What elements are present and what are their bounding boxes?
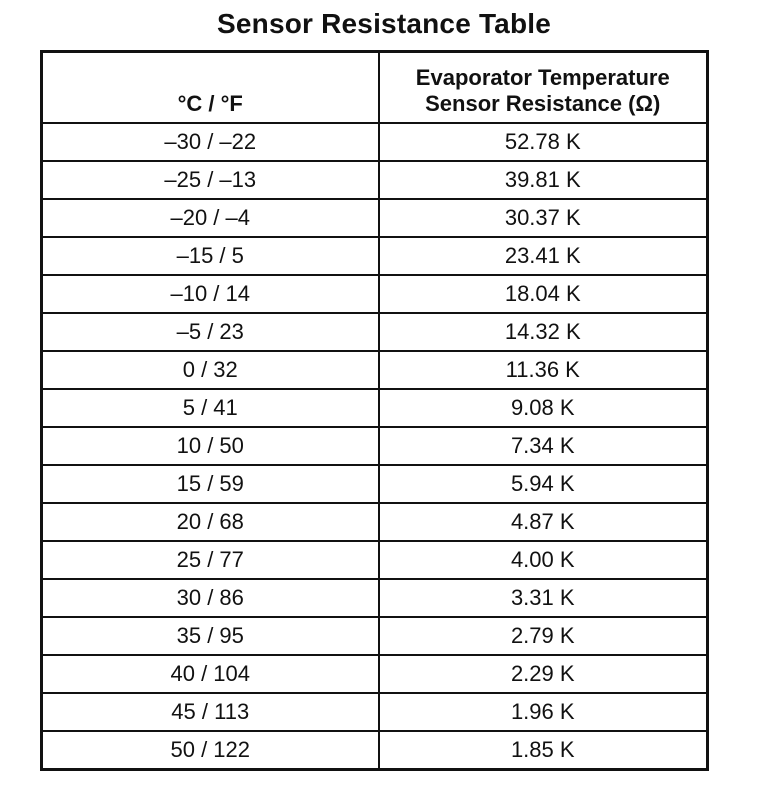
cell-resistance: 18.04 K [379,275,708,313]
cell-temperature: 0 / 32 [42,351,379,389]
cell-resistance: 3.31 K [379,579,708,617]
cell-temperature: 30 / 86 [42,579,379,617]
table-row [42,693,708,731]
page-title: Sensor Resistance Table [217,8,551,39]
cell-resistance: 7.34 K [379,427,708,465]
cell-resistance: 39.81 K [379,161,708,199]
table-row [42,541,708,579]
cell-temperature: 15 / 59 [42,465,379,503]
table-row [42,161,708,199]
table-row [42,199,708,237]
cell-temperature: –10 / 14 [42,275,379,313]
table-row [42,389,708,427]
table-header-row [42,52,708,124]
cell-temperature: –15 / 5 [42,237,379,275]
cell-resistance: 5.94 K [379,465,708,503]
cell-temperature: –30 / –22 [42,123,379,161]
cell-temperature: 45 / 113 [42,693,379,731]
cell-temperature: 5 / 41 [42,389,379,427]
table-row [42,655,708,693]
table-row [42,617,708,655]
column-header-temperature: °C / °F [42,52,379,124]
cell-resistance: 52.78 K [379,123,708,161]
cell-resistance: 2.29 K [379,655,708,693]
table-row [42,351,708,389]
cell-resistance: 4.87 K [379,503,708,541]
table-row [42,465,708,503]
cell-resistance: 14.32 K [379,313,708,351]
cell-resistance: 9.08 K [379,389,708,427]
table-row [42,275,708,313]
column-header-resistance: Evaporator Temperature Sensor Resistance (Ω) [379,52,708,124]
table-row [42,123,708,161]
table-row [42,427,708,465]
cell-temperature: –25 / –13 [42,161,379,199]
sensor-resistance-table [40,50,709,771]
cell-resistance: 30.37 K [379,199,708,237]
table-row [42,503,708,541]
table-row [42,579,708,617]
cell-temperature: 50 / 122 [42,731,379,770]
cell-temperature: 35 / 95 [42,617,379,655]
cell-temperature: 10 / 50 [42,427,379,465]
table-row [42,237,708,275]
cell-resistance: 1.85 K [379,731,708,770]
table-body [42,123,708,770]
cell-resistance: 23.41 K [379,237,708,275]
cell-resistance: 2.79 K [379,617,708,655]
cell-resistance: 11.36 K [379,351,708,389]
cell-temperature: –5 / 23 [42,313,379,351]
cell-temperature: –20 / –4 [42,199,379,237]
cell-temperature: 20 / 68 [42,503,379,541]
table-row [42,313,708,351]
cell-temperature: 25 / 77 [42,541,379,579]
cell-resistance: 1.96 K [379,693,708,731]
cell-resistance: 4.00 K [379,541,708,579]
table-row [42,731,708,770]
cell-temperature: 40 / 104 [42,655,379,693]
